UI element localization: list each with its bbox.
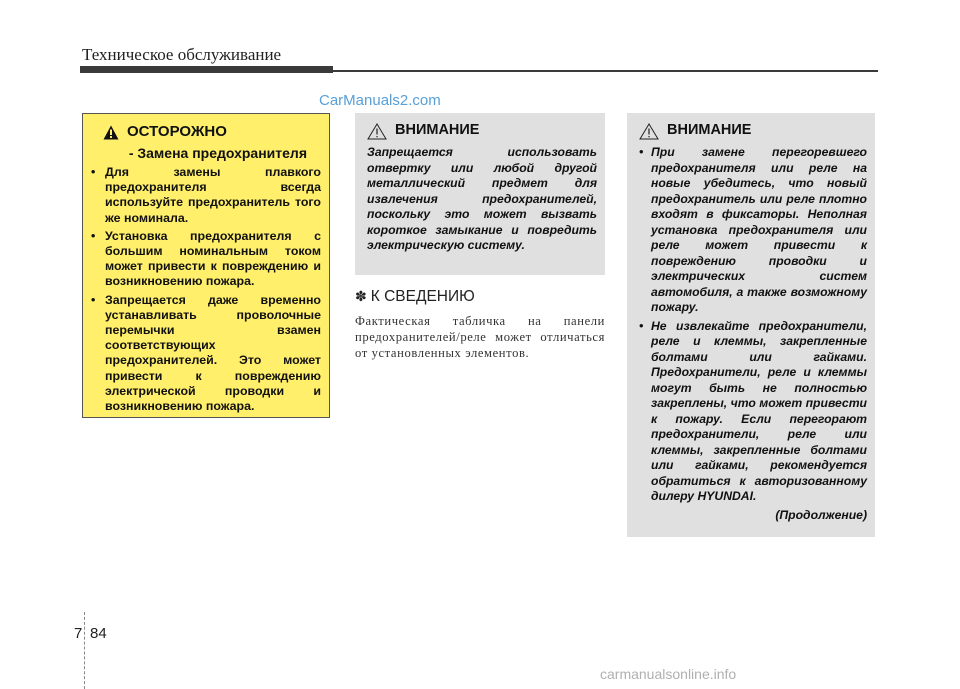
chapter-number: 7	[74, 625, 83, 642]
warning-item: • Запрещается даже временно устанавливать проволочные перемычки взамен соответствующих предохранителей. Это может привести к повреждению электрической проводки и возникновению пожара.	[91, 293, 321, 415]
page-number: 84	[90, 625, 107, 642]
continued-note: (Продолжение)	[775, 507, 867, 522]
watermark-bottom: carmanualsonline.info	[600, 666, 737, 682]
caution-title: ВНИМАНИЕ	[395, 122, 480, 138]
caution-title: ВНИМАНИЕ	[667, 122, 752, 138]
info-title: К СВЕДЕНИЮ	[370, 288, 475, 305]
caution-triangle-icon	[639, 123, 659, 140]
info-text: Фактическая табличка на панели предохранителей/реле может отличаться от установленных элементов.	[355, 314, 605, 360]
caution-box-middle	[355, 113, 605, 275]
warning-item: • Установка предохранителя с большим номинальным током может привести к повреждению и возникновению пожара.	[91, 229, 321, 290]
watermark-top: CarManuals2.com	[319, 92, 441, 109]
header-rule-thick	[80, 66, 333, 73]
warning-item: • Для замены плавкого предохранителя всегда используйте предохранитель того же номинала.	[91, 165, 321, 226]
warning-icon	[103, 125, 119, 140]
caution-box-right	[627, 113, 875, 537]
caution-list	[639, 145, 867, 505]
info-heading	[355, 288, 475, 306]
caution-heading	[367, 123, 597, 143]
page-header-title: Техническое обслуживание	[82, 45, 282, 64]
warning-heading	[91, 124, 321, 143]
warning-subtitle: - Замена предохранителя	[128, 145, 307, 161]
warning-box	[82, 113, 330, 418]
caution-text: Запрещается использовать отвертку или любой другой металлический предмет для извлечения предохранителей, поскольку это может вызвать короткое замыкание и повредить электрическую систему.	[367, 145, 597, 252]
caution-item: • При замене перегоревшего предохранителя или реле на новые убедитесь, что новый предохранитель или реле плотно входят в фиксаторы. Неполная установка предохранителя или реле может привести к повреждению проводки и электрических систем автомобиля, а также возможному пожару.	[639, 145, 867, 316]
info-star-icon: ✽	[355, 288, 367, 304]
caution-item: • Не извлекайте предохранители, реле и клеммы, закрепленные болтами или гайками. Предохранители, реле и клеммы могут быть не полностью закреплены, что может привести к пожару. Если перегорают предохранители, реле или клеммы, закрепленные болтами или гайками, рекомендуется обратиться к авторизованному дилеру HYUNDAI.	[639, 319, 867, 505]
footer-divider	[84, 612, 85, 689]
warning-list	[91, 165, 321, 414]
caution-triangle-icon	[367, 123, 387, 140]
warning-title: ОСТОРОЖНО	[127, 123, 227, 140]
header-rule-thin	[333, 70, 878, 72]
caution-heading	[639, 123, 867, 143]
